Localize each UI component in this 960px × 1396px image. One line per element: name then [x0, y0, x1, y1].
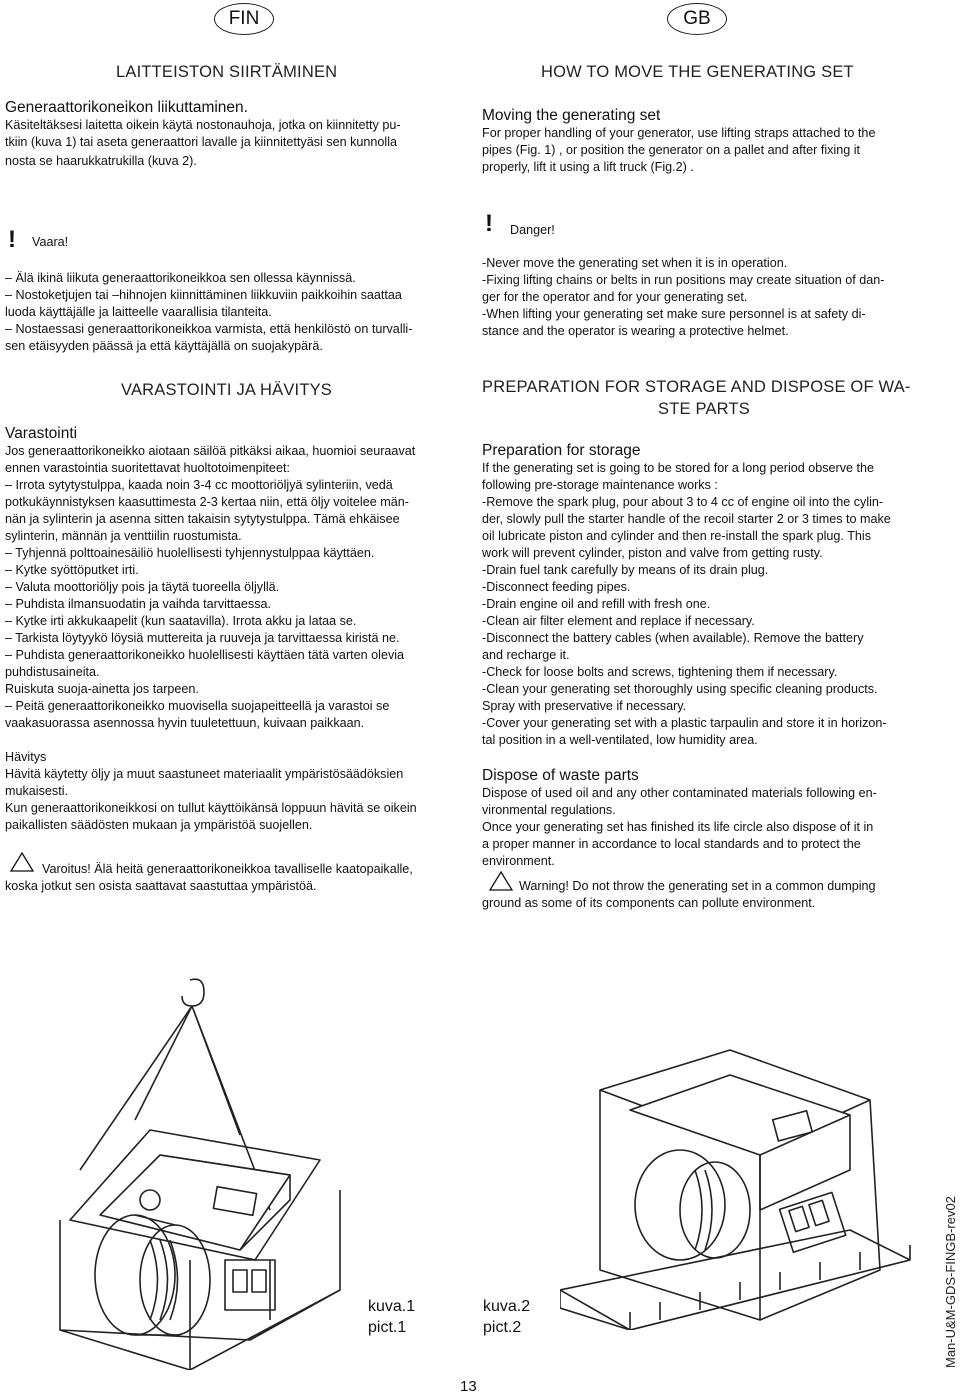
gb-storage-line: -Disconnect the battery cables (when available). Remove the battery: [482, 631, 864, 645]
fin-dispose-line: mukaisesti.: [5, 784, 68, 798]
generator-on-pallet-illustration: [560, 1040, 920, 1330]
fin-storage-line: – Kytke irti akkukaapelit (kun saatavilla). Irrota akku ja lataa se.: [5, 614, 357, 628]
gb-caution: [482, 878, 944, 912]
document-code: Man-U&M-GDS-FINGB-rev02: [943, 1196, 958, 1368]
gb-storage-line: tal position in a well-ventilated, low humidity area.: [482, 733, 758, 747]
fin-storage-line: – Peitä generaattorikoneikko muovisella suojapeitteellä ja varastoi se: [5, 699, 390, 713]
fin-warning-line: – Nostaessasi generaattorikoneikkoa varmista, että henkilöstö on turvalli-: [5, 322, 413, 336]
fin-storage-line: nän ja sylinterin ja asenna sitten takaisin sytytystulppa. Tämä ehkäisee: [5, 512, 400, 526]
fin-warning-line: luoda käyttäjälle ja laitteelle vaarallisia tilanteita.: [5, 305, 272, 319]
fin-storage-line: vaakasuorassa asennossa hyvin tuuletettuun, kuivaan paikkaan.: [5, 716, 365, 730]
fin-dispose-subtitle: Hävitys: [5, 750, 47, 764]
gb-caution-line: ground as some of its components can pollute environment.: [482, 896, 816, 910]
gb-dispose-line: Dispose of used oil and any other contaminated materials following en-: [482, 786, 877, 800]
gb-storage-title-line: STE PARTS: [658, 400, 750, 418]
gb-warning-line: -When lifting your generating set make sure personnel is at safety di-: [482, 307, 866, 321]
gb-move-title: HOW TO MOVE THE GENERATING SET: [541, 63, 854, 81]
fin-storage-line: – Tyhjennä polttoainesäiliö huolellisesti tyhjennystulppaa käyttäen.: [5, 546, 375, 560]
gb-storage-title: [482, 376, 942, 420]
fin-storage-line: – Kytke syöttöputket irti.: [5, 563, 139, 577]
gb-storage-line: -Drain engine oil and refill with fresh one.: [482, 597, 711, 611]
gb-warning-line: -Never move the generating set when it is in operation.: [482, 256, 788, 270]
fin-storage-line: Jos generaattorikoneikko aiotaan säilöä pitkäksi aikaa, huomioi seuraavat: [5, 444, 416, 458]
generator-lifting-straps-illustration: [40, 960, 370, 1370]
exclamation-icon: !: [8, 226, 16, 253]
gb-storage-line: -Clean your generating set thoroughly using specific cleaning products.: [482, 682, 878, 696]
gb-dispose-line: vironmental regulations.: [482, 803, 616, 817]
fin-storage-line: sylinterin, männän ja venttiilin ruostumista.: [5, 529, 242, 543]
gb-warning-label: Danger!: [510, 223, 555, 237]
gb-warning-section: [482, 255, 942, 340]
fin-dispose-line: paikallisten säädösten mukaan ja ympäristöä suojellen.: [5, 818, 313, 832]
page-number: 13: [460, 1378, 477, 1395]
fin-storage-section: [5, 424, 467, 834]
gb-storage-line: -Drain fuel tank carefully by means of its drain plug.: [482, 563, 769, 577]
fin-caution-line: Varoitus! Älä heitä generaattorikoneikkoa tavalliselle kaatopaikalle,: [42, 862, 413, 876]
gb-move-section: [482, 106, 942, 176]
fin-warning-line: sen etäisyyden päässä ja että käyttäjällä on suojakypärä.: [5, 339, 323, 353]
gb-storage-line: oil lubricate piston and cylinder and then re-install the spark plug. This: [482, 529, 871, 543]
gb-storage-line: -Disconnect feeding pipes.: [482, 580, 631, 594]
gb-storage-line: -Clean air filter element and replace if necessary.: [482, 614, 755, 628]
gb-move-subtitle: Moving the generating set: [482, 107, 661, 124]
fin-storage-subtitle: Varastointi: [5, 425, 78, 442]
fin-move-subtitle: Generaattorikoneikon liikuttaminen.: [5, 99, 248, 116]
gb-dispose-line: a proper manner in accordance to local standards and to protect the: [482, 837, 861, 851]
fin-storage-line: ennen varastointia suoritettavat huoltotoimenpiteet:: [5, 461, 290, 475]
fin-move-line: nosta se haarukkatrukilla (kuva 2).: [5, 154, 197, 168]
fin-caution-line: koska jotkut sen osista saattavat saastuttaa ympäristöä.: [5, 879, 317, 893]
gb-storage-line: following pre-storage maintenance works :: [482, 478, 718, 492]
language-badge-fin: [214, 3, 274, 35]
figure-1-caption: [368, 1296, 415, 1338]
fin-storage-line: potkukäynnistyksen kaasuttimesta 2-3 kertaa niin, että öljy voitelee män-: [5, 495, 409, 509]
gb-dispose-line: environment.: [482, 854, 555, 868]
badge-fin-label: FIN: [228, 8, 260, 29]
gb-storage-line: and recharge it.: [482, 648, 570, 662]
gb-storage-title-line: PREPARATION FOR STORAGE AND DISPOSE OF WA-: [482, 378, 911, 396]
exclamation-icon: !: [485, 210, 493, 237]
figure-1-caption-gb: pict.1: [368, 1319, 407, 1336]
gb-move-line: pipes (Fig. 1) , or position the generator on a pallet and after fixing it: [482, 143, 861, 157]
gb-caution-line: Warning! Do not throw the generating set in a common dumping: [519, 879, 876, 893]
gb-storage-line: If the generating set is going to be stored for a long period observe the: [482, 461, 875, 475]
gb-dispose-line: Once your generating set has finished its life circle also dispose of it in: [482, 820, 874, 834]
gb-storage-line: -Cover your generating set with a plastic tarpaulin and store it in horizon-: [482, 716, 887, 730]
fin-warning-line: – Nostoketjujen tai –hihnojen kiinnittäminen liikkuviin paikkoihin saattaa: [5, 288, 402, 302]
fin-storage-line: – Valuta moottoriöljy pois ja täytä tuoreella öljyllä.: [5, 580, 280, 594]
fin-storage-line: Ruiskuta suoja-ainetta jos tarpeen.: [5, 682, 199, 696]
fin-move-section: [5, 98, 465, 170]
gb-move-line: For proper handling of your generator, use lifting straps attached to the: [482, 126, 876, 140]
gb-storage-section: [482, 441, 944, 870]
language-badge-gb: [667, 3, 727, 35]
gb-storage-line: work will prevent cylinder, piston and valve from getting rusty.: [482, 546, 823, 560]
gb-storage-line: -Check for loose bolts and screws, tightening them if necessary.: [482, 665, 838, 679]
fin-move-line: Käsiteltäksesi laitetta oikein käytä nostonauhoja, jotka on kiinnitetty pu-: [5, 118, 401, 132]
gb-move-line: properly, lift it using a lift truck (Fig.2) .: [482, 160, 694, 174]
gb-storage-line: -Remove the spark plug, pour about 3 to 4 cc of engine oil into the cylin-: [482, 495, 884, 509]
fin-dispose-line: Kun generaattorikoneikkosi on tullut käyttöikänsä loppuun hävitä se oikein: [5, 801, 417, 815]
fin-move-line: tkiin (kuva 1) tai aseta generaattori lavalle ja kiinnitettyäsi sen kunnolla: [5, 135, 398, 149]
gb-warning-line: stance and the operator is wearing a protective helmet.: [482, 324, 789, 338]
fin-storage-line: – Irrota sytytystulppa, kaada noin 3-4 cc moottoriöljyä sylinteriin, vedä: [5, 478, 393, 492]
gb-dispose-subtitle: Dispose of waste parts: [482, 767, 639, 784]
gb-storage-line: Spray with preservative if necessary.: [482, 699, 687, 713]
fin-storage-line: – Puhdista generaattorikoneikko huolellisesti käyttäen tätä varten olevia: [5, 648, 405, 662]
fin-warning-line: – Älä ikinä liikuta generaattorikoneikkoa sen ollessa käynnissä.: [5, 271, 356, 285]
gb-storage-subtitle: Preparation for storage: [482, 442, 641, 459]
fin-warning-section: [5, 270, 465, 355]
badge-gb-label: GB: [683, 8, 711, 29]
figure-2-caption-fin: kuva.2: [483, 1298, 531, 1315]
fin-storage-line: – Puhdista ilmansuodatin ja vaihda tarvittaessa.: [5, 597, 272, 611]
gb-warning-line: -Fixing lifting chains or belts in run positions may create situation of dan-: [482, 273, 885, 287]
fin-storage-title: VARASTOINTI JA HÄVITYS: [121, 381, 333, 399]
figure-2-caption-gb: pict.2: [483, 1319, 522, 1336]
fin-warning-label: Vaara!: [32, 235, 69, 249]
fin-caution: [5, 861, 467, 895]
fin-move-title: LAITTEISTON SIIRTÄMINEN: [116, 63, 338, 81]
fin-dispose-line: Hävitä käytetty öljy ja muut saastuneet materiaalit ympäristösäädöksien: [5, 767, 404, 781]
gb-warning-line: ger for the operator and for your generating set.: [482, 290, 748, 304]
gb-storage-line: der, slowly pull the starter handle of the recoil starter 2 or 3 times to make: [482, 512, 891, 526]
fin-storage-line: puhdistusaineita.: [5, 665, 100, 679]
fin-storage-line: – Tarkista löytyykö löysiä muttereita ja ruuveja ja tarvittaessa kiristä ne.: [5, 631, 400, 645]
figure-1-caption-fin: kuva.1: [368, 1298, 416, 1315]
figure-2-caption: [483, 1296, 530, 1338]
